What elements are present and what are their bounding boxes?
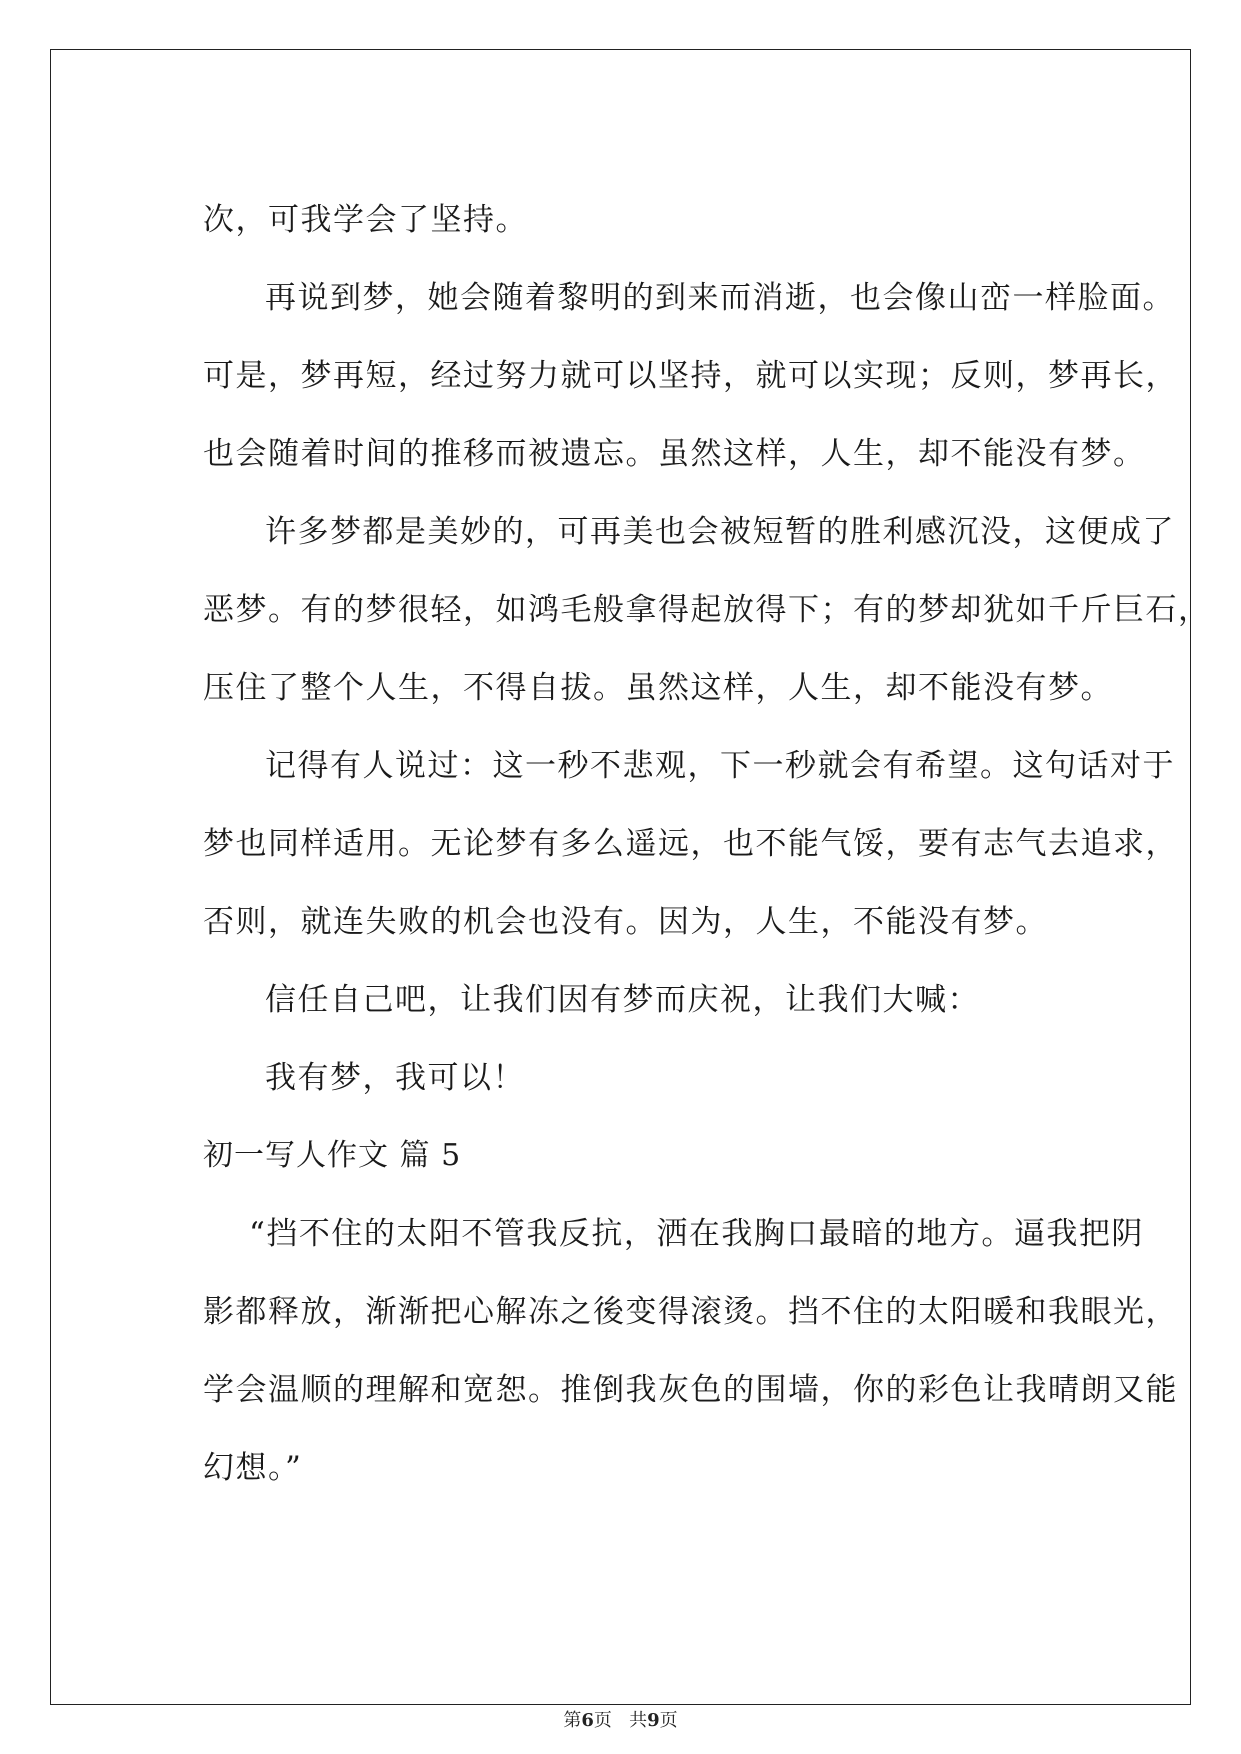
- paragraph-start: 我有梦，我可以！: [265, 1060, 525, 1096]
- total-page-number: 9: [647, 1710, 660, 1731]
- text-line: 压住了整个人生，不得自拔。虽然这样，人生，却不能没有梦。: [203, 670, 1113, 706]
- text-line: 幻想。”: [203, 1450, 303, 1486]
- paragraph-start: 许多梦都是美妙的，可再美也会被短暂的胜利感沉没，这便成了: [265, 514, 1175, 550]
- text-line: 学会温顺的理解和宽恕。推倒我灰色的围墙，你的彩色让我晴朗又能: [203, 1372, 1178, 1408]
- text-line: 次，可我学会了坚持。: [203, 202, 528, 238]
- paragraph-start: 记得有人说过：这一秒不悲观，下一秒就会有希望。这句话对于: [265, 748, 1175, 784]
- text-line: 也会随着时间的推移而被遗忘。虽然这样，人生，却不能没有梦。: [203, 436, 1146, 472]
- text-line: 梦也同样适用。无论梦有多么遥远，也不能气馁，要有志气去追求，: [203, 826, 1178, 862]
- current-page-number: 6: [581, 1710, 594, 1731]
- paragraph-start: “挡不住的太阳不管我反抗，洒在我胸口最暗的地方。逼我把阴: [249, 1216, 1144, 1252]
- paragraph-start: 再说到梦，她会随着黎明的到来而消逝，也会像山峦一样脸面。: [265, 280, 1175, 316]
- footer-mid: 页 共: [593, 1710, 648, 1731]
- text-line: 影都释放，渐渐把心解冻之後变得滚烫。挡不住的太阳暖和我眼光，: [203, 1294, 1178, 1330]
- page-frame: [50, 49, 1211, 1731]
- section-heading: 初一写人作文 篇 5: [203, 1138, 462, 1173]
- text-line: 恶梦。有的梦很轻，如鸿毛般拿得起放得下；有的梦却犹如千斤巨石，: [203, 592, 1211, 628]
- text-line: 否则，就连失败的机会也没有。因为，人生，不能没有梦。: [203, 904, 1048, 940]
- page-footer: [51, 1706, 1190, 1732]
- paragraph-start: 信任自己吧，让我们因有梦而庆祝，让我们大喊：: [265, 982, 980, 1018]
- footer-prefix: 第: [563, 1710, 582, 1731]
- text-line: 可是，梦再短，经过努力就可以坚持，就可以实现；反则，梦再长，: [203, 358, 1178, 394]
- footer-suffix: 页: [659, 1710, 678, 1731]
